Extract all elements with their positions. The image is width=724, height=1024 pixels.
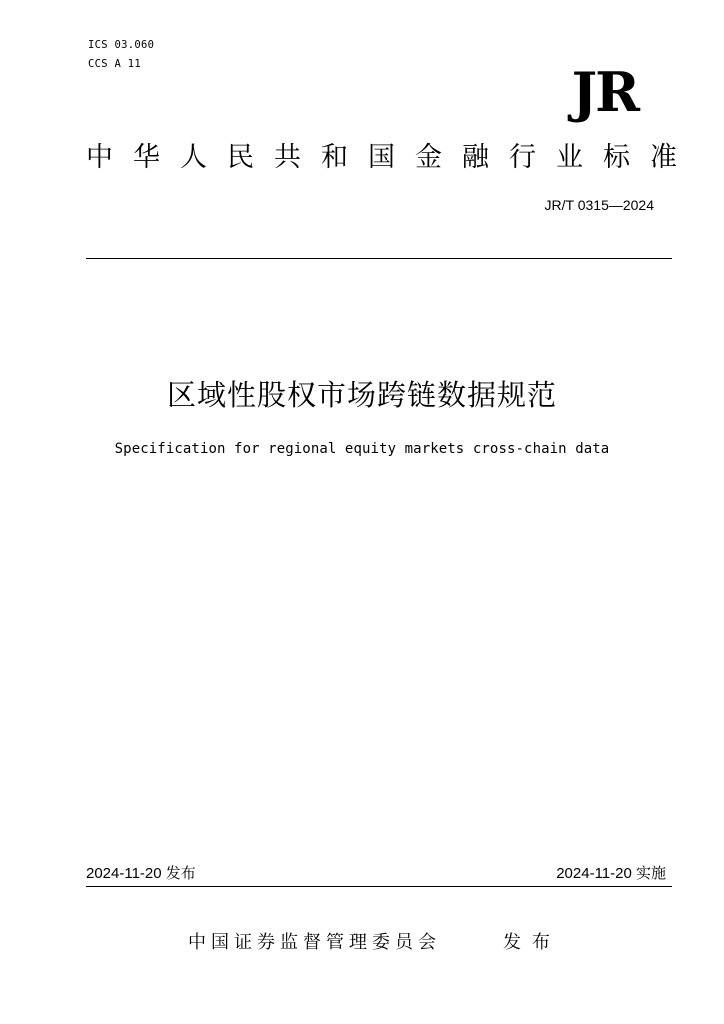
header-divider — [86, 258, 672, 259]
footer-divider — [86, 886, 672, 887]
standard-number: JR/T 0315—2024 — [544, 197, 654, 213]
jr-logo: JR — [571, 60, 638, 124]
publish-date: 2024-11-20 发布 — [86, 865, 196, 882]
issue-label: 发布 — [503, 932, 561, 953]
document-title-english: Specification for regional equity markets cross-chain data — [114, 441, 610, 457]
document-title-chinese: 区域性股权市场跨链数据规范 — [166, 378, 557, 412]
implement-date: 2024-11-20 实施 — [556, 865, 666, 882]
ccs-code: CCS A 11 — [88, 58, 141, 70]
standard-category: 中华人民共和国金融行业标准 — [86, 142, 697, 173]
issuing-authority: 中国证券监督管理委员会 — [188, 932, 441, 953]
ics-code: ICS 03.060 — [88, 39, 155, 51]
